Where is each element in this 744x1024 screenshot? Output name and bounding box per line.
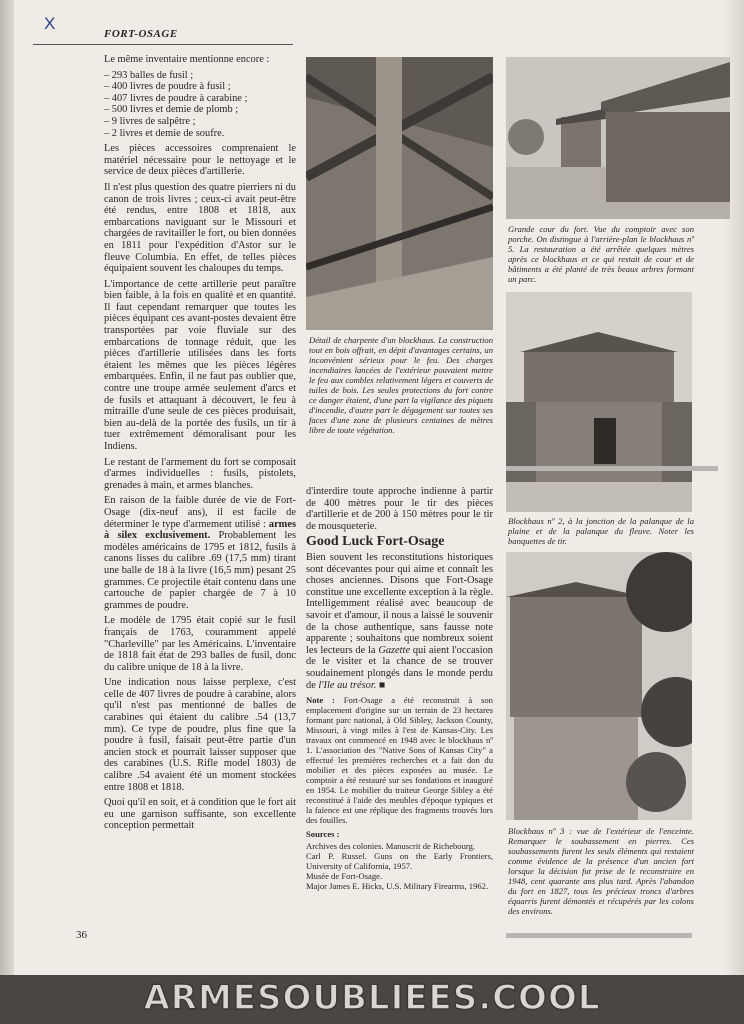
note [306, 695, 493, 825]
courtyard-image [506, 57, 730, 219]
end-square-icon: ■ [378, 679, 386, 691]
text-span: Probablement les modèles américains de 1795 et 1812, fusils à canons lisses du calibre .69 (17,5 mm) tirant une balle de 18 à la livre (16,5 mm) pesant 25 grammes. Ce projectile était contenu dans une cartouche de papier chargée de 7 à 10 grammes de poudre. [104, 530, 296, 611]
running-header: FORT-OSAGE [104, 28, 178, 40]
note-text: Fort-Osage a été reconstruit à son emplacement d'origine sur un terrain de 23 hectares formant parc national, à Old Sibley, Jackson County, Missouri, à vingt miles à l'est de Kansas-City. Les travaux ont commencé en 1948 avec le blockhaus nº 1. L'association des "Native Sons of Kansas City" a effectué les premières recherches et a fait don du mobilier et des pièces exposées au musée. Le comptoir a été restauré sur ses fondations et inauguré en 1954. Le mobilier du traiteur George Sibley a été reconstitué à l'aide des meubles d'époque typiques et la faïence est une réplique des fragments trouvés lors des fouilles. [306, 695, 493, 826]
list-item: – 293 balles de fusil ; [104, 69, 194, 81]
source-item: Major James E. Hicks, U.S. Military Firearms, 1962. [306, 880, 489, 891]
blockhouse-3-image [506, 552, 692, 820]
list-item: – 400 livres de poudre à fusil ; [104, 81, 231, 93]
divider-bar [506, 933, 692, 938]
text-span: qui aient l'occasion de le visiter et la chance de se trouver soudainement plongés dans le monde perdu de [306, 644, 493, 691]
paragraph: d'interdire toute approche indienne à partir de 400 mètres pour le tir des pièces d'artillerie et de 200 à 150 mètres pour le tir de mousqueterie. [306, 486, 493, 532]
watermark: ARMESOUBLIEES.COOL [143, 978, 601, 1018]
column-1 [104, 54, 296, 836]
text-span: Bien souvent les reconstitutions historiques sont décevantes pour qui aime et connaît les choses anciennes. Disons que Fort-Osage constitue une excellente exception à la règle. Intelligemment réalisé avec beaucoup de savoir et d'amour, il nous a laissé le souvenir de la chose authentique, sans fausse note apparente ; souhaitons que nombreux soient les lecteurs de la [306, 551, 493, 656]
paragraph [306, 552, 493, 691]
roof-frame-image [306, 57, 493, 330]
caption-roof-frame: Détail de charpente d'un blockhaus. La construction tout en bois offrait, en dépit d'avantages certains, un inconvénient sérieux pour le feu. Des charges incendiaires lancées de l'extérieur pouvaient mettre le feu aux combles relativement légers et couverts de tuiles de bois. Les seules protections du fort contre ce danger étaient, d'une part la vigilance des piquets d'incendie, d'autre part le dégagement sur toutes ses faces d'une zone de plusieurs centaines de mètres libre de toute végétation. [309, 335, 493, 435]
paragraph: Une indication nous laisse perplexe, c'est celle de 407 livres de poudre à carabine, alors qu'il n'est pas mentionné de balles de carabines qui étaient du calibre .54 (13,7 mm). Ce type de poudre, plus fine que la poudre à fusil, faisait peut-être partie d'un ancien stock et pourrait laisser supposer que des carabines (U.S. Rifle model 1803) de calibre .54 avaient été un moment stockées entre 1808 et 1818. [104, 677, 296, 793]
italic-text: l'Ile au trésor. [318, 679, 377, 691]
column-2 [306, 486, 493, 891]
paragraph [104, 495, 296, 611]
paragraph: Le restant de l'armement du fort se composait d'armes individuelles : fusils, pistolets, grenades à main, et armes blanches. [104, 456, 296, 491]
caption-blockhouse-3: Blockhaus nº 3 : vue de l'extérieur de l'enceinte. Remarquer le soubassement en pierres. Ces soubassements furent les seuls éléments qui restaient comme évidence de la présence d'un ancien fort lorsque la décision fut prise de le reconstruire en 1948, cent quarante ans plus tard. Après l'abandon du fort en 1827, tous les précieux troncs d'arbres équarris furent démontés et récupérés par les colons des environs. [508, 826, 694, 916]
paragraph: Il n'est plus question des quatre pierriers ni du canon de trois livres ; ceux-ci avait peut-être été rendus, entre 1808 et 1818, aux embarcations naviguant sur le Missouri et chargées de ravitailler le fort, ou bien données en 1811 pour l'expédition d'Astor sur le fleuve Columbia. En effet, de telles pièces équipaient souvent les chaloupes du temps. [104, 181, 296, 275]
page-number: 36 [76, 929, 87, 941]
header-rule [33, 44, 293, 45]
photo-courtyard [506, 57, 730, 219]
note-label: Note : [306, 695, 335, 706]
paragraph: Quoi qu'il en soit, et à condition que le fort ait eu une garnison suffisante, son excellente conception permettait [104, 797, 296, 832]
italic-text: Gazette [378, 644, 411, 656]
paragraph: Les pièces accessoires comprenaient le matériel nécessaire pour le nettoyage et le service de deux pièces d'artillerie. [104, 143, 296, 178]
photo-roof-frame [306, 57, 493, 330]
paragraph: L'importance de cette artillerie peut paraître bien faible, à la fois en qualité et en quantité. Il faut cependant remarquer que toutes les pièces équipant ces avant-postes devaient être transportées par voie fluviale sur des embarcations de tonnage réduit, que les pièces d'artillerie utilisées dans les forts étaient les mêmes que les pièces légères embarquées. Enfin, il ne faut pas oublier que, contre une troupe armée seulement d'arcs et de fusils et attaquant à découvert, le feu à mitraille d'une seule de ces pièces produisait, bien au-delà de la portée des fusils, un tir à tuer extrêmement démoralisant pour les Indiens. [104, 278, 296, 452]
paragraph: Le modèle de 1795 était copié sur le fusil français de 1763, couramment appelé "Charleville" par les Américains. L'inventaire de 1818 fait état de 293 balles de fusil, donc du calibre unique de 18 à la livre. [104, 615, 296, 673]
margin-mark: X [44, 14, 56, 33]
section-heading: Good Luck Fort-Osage [306, 534, 445, 550]
list-item: – 500 livres et demie de plomb ; [104, 104, 239, 116]
sources-title: Sources : [306, 829, 340, 840]
caption-blockhouse-2: Blockhaus nº 2, à la jonction de la palanque de la plaine et de la palanque du fleuve. Noter les banquettes de tir. [508, 516, 694, 546]
list-item: – 9 livres de salpêtre ; [104, 115, 196, 127]
photo-blockhouse-3 [506, 552, 692, 820]
text-span: En raison de la faible durée de vie de Fort-Osage (dix-neuf ans), il est facile de déterminer le type d'armement utilisé : [104, 495, 296, 530]
intro-text: Le même inventaire mentionne encore : [104, 54, 270, 65]
divider-bar [506, 466, 718, 471]
bold-text: armes à silex exclusivement. [104, 518, 296, 542]
list-item: – 2 livres et demie de soufre. [104, 127, 225, 139]
inventory-list [104, 70, 296, 140]
blockhouse-2-image [506, 292, 692, 512]
source-item: Musée de Fort-Osage. [306, 870, 383, 881]
photo-blockhouse-2 [506, 292, 692, 512]
source-item: Carl P. Russel. Guns on the Early Frontiers, University of California, 1957. [306, 850, 493, 871]
source-item: Archives des colonies. Manuscrit de Richebourg. [306, 840, 476, 851]
list-item: – 407 livres de poudre à carabine ; [104, 92, 248, 104]
caption-courtyard: Grande cour du fort. Vue du comptoir avec son porche. On distingue à l'arrière-plan le blockhaus nº 5. La restauration a été arrêtée quelques mètres après ce blockhaus et ce qui restait de cour et de bâtiments a été planté de très beaux arbres formant un parc. [508, 224, 694, 284]
